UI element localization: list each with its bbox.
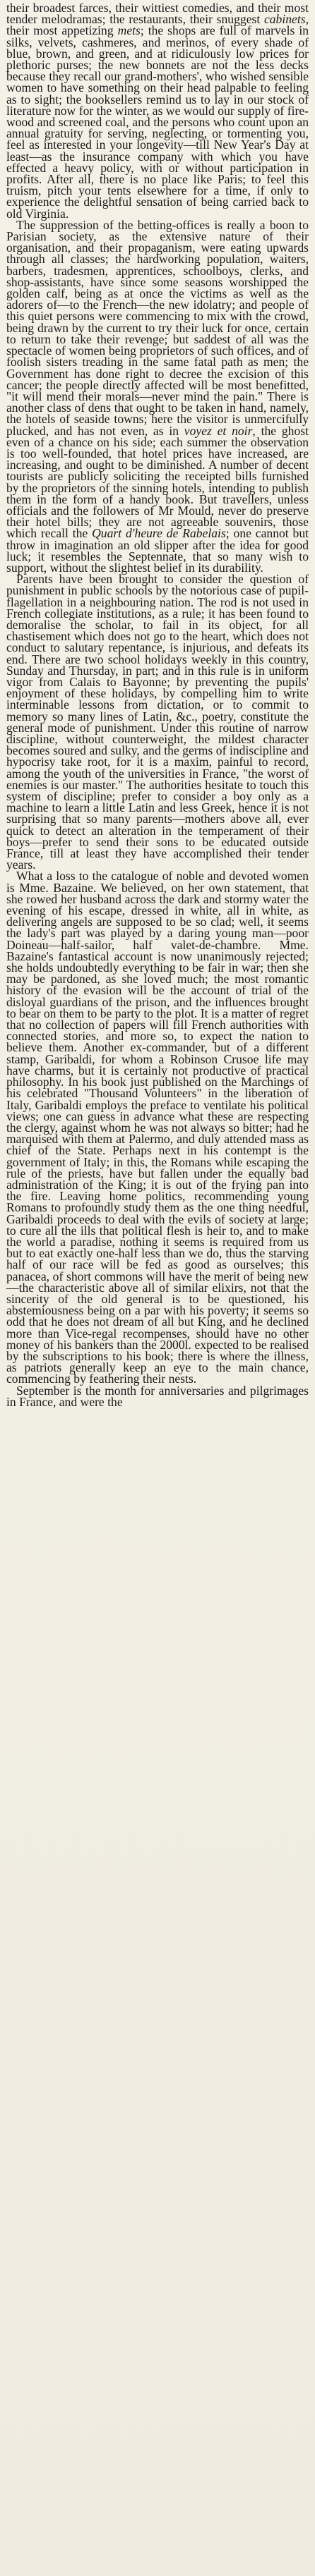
- article-body: [6, 2, 309, 1408]
- article-paragraph: [6, 870, 309, 1384]
- italic-text-run: cabinets: [263, 12, 306, 27]
- text-run: , their most appetizing: [6, 12, 309, 38]
- text-run: The suppression of the betting-offices is really a boon to Parisian society, as the extensive nature of their organisation, and their propaganism, were eating upwards through all classes; the hardworking population, waiters, barbers, tradesmen, apprentices, schoolboys, clerks, and shop-assistants, have since some seasons worshipped the golden calf, being as at once the victims as well as the adorers of—to the French—the new idolatry; and people of this quiet persons were commencing to mix with the crowd, being drawn by the current to try their luck for once, certain to return to take their revenge; but saddest of all was the spectacle of women being proprietors of such offices, and of foolish sisters treading in the same fatal path as men; the Government has done right to decree the excision of this cancer; the people directly affected will be most benefitted, "it will mend their morals—never mind the pain." There is another class of dens that ought to be taken in hand, namely, the hotels of seaside towns; here the visitor is unmercifully plucked, and has not even, as in: [6, 217, 309, 438]
- italic-text-run: Quart d'heure de Rabelais: [92, 526, 226, 541]
- article-paragraph: [6, 573, 309, 870]
- text-run: What a loss to the catalogue of noble and devoted women is Mme. Bazaine. We believed, on her own statement, that she rowed her husband across the dark and stormy water the evening of his escape, dressed in white, all in white, as delivering angels are supposed to be so clad; well, it seems the lady's part was played by a daring young man—poor Doineau—half-sailor, half valet-de-chambre. Mme. Bazaine's fantastical account is now unanimously rejected; she holds undoubtedly everything to be fair in war; then she may be pardoned, as she loved much; the most romantic history of the evasion will be the account of trial of the disloyal guardians of the prison, and the influences brought to bear on them to be party to the plot. It is a matter of regret that no collection of papers will fill French authorities with connected stories, and more so, to expect the nation to believe them. Another ex-commander, but of a different stamp, Garibaldi, for whom a Robinson Crusoe life may have charms, but it is certainly not productive of practical philosophy. In his book just published on the Marchings of his celebrated "Thousand Volunteers" in the liberation of Italy, Garibaldi employs the preface to ventilate his political views; one can guess in advance what these are respecting the clergy, against whom he was not always so bitter; had he marquised with them at Palermo, and duly attended mass as chief of the State. Perhaps next in his contempt is the government of Italy; in this, the Romans while escaping the rule of the priests, have but fallen under the equally bad administration of the King; it is out of the frying pan into the fire. Leaving home politics, recommending young Romans to profoundly study them as the one thing needful, Garibaldi proceeds to deal with the evils of society at large; to cure all the ills that political flesh is heir to, and to make the world a paradise, nothing it seems is required from us but to eat exactly one-half less than we do, thus the starving half of our race will be fed as good as ourselves; this panacea, of short commons will have the merit of being new—the characteristic above all of similar elixirs, not that the sincerity of the old general is to be questioned, his abstemiousness being on a par with his poverty; it seems so odd that he does not dream of all but King, and he declined more than Vice-regal recompenses, should have no other money of his bankers than the 2000l. expected to be realised by the subscriptions to his book; there is where the illness, as patriots generally keep an eye to the main chance, commencing by feathering their nests.: [6, 869, 309, 1386]
- text-run: September is the month for anniversaries and pilgrimages in France, and were the: [6, 1383, 309, 1409]
- text-run: , the ghost even of a chance on his side; each summer the observation is too well-founded, that hotel prices have increased, are increasing, and ought to be diminished. A number of decent tourists are publicly soliciting the receipted bills furnished by the proprietors of the sinning hotels, intending to publish them in the form of a handy book. But travellers, unless officials and the followers of Mr Mould, never do preserve their hotel bills; they are not agreeable souvenirs, those which recall the: [6, 423, 309, 541]
- article-paragraph: [6, 219, 309, 573]
- text-run: ; one cannot but throw in imagination an old slipper after the idea for good luck; it resembles the Septennate, that so many wish to support, without the slightest belief in its durability.: [6, 526, 309, 575]
- italic-text-run: voyez et noir: [184, 423, 253, 438]
- text-run: their broadest farces, their wittiest comedies, and their most tender melodramas; the restaurants, their snuggest: [6, 1, 309, 27]
- italic-text-run: mets: [117, 23, 141, 38]
- text-run: Parents have been brought to consider the question of punishment in public schools by the notorious case of pupil-flagellation in a neighbouring nation. The rod is not used in French collegiate institutions, as a rule; it has been found to demoralise the scholar, to fail in its object, for all chastisement which does not go to the heart, which does not conduct to salutary repentance, is injurious, and defeats its end. There are two school holidays weekly in this country, Sunday and Thursday, in part; and in this rule is in uniform vigor from Calais to Bayonne; by preventing the pupils' enjoyment of these holidays, by compelling him to write interminable lessons from dictation, or to commit to memory so many lines of Latin, &c., poetry, constitute the general mode of punishment. Under this routine of narrow discipline, without counterweight, the mildest character becomes soured and sulky, and the germs of indiscipline and hypocrisy take root, for it is a maxim, painful to record, among the youth of the universities in France, "the worst of enemies is our master." The authorities hesitate to touch this system of discipline; prefer to consider a boy only as a machine to learn a little Latin and less Greek, hence it is not surprising that so many parents—mothers above all, ever quick to detect an alteration in the temperament of their boys—prefer to send their sons to be educated outside France, till at least they have accomplished their tender years.: [6, 572, 309, 872]
- article-paragraph: [6, 1385, 309, 1408]
- article-paragraph: [6, 2, 309, 219]
- text-run: ; the shops are full of marvels in silks, velvets, cashmeres, and merinos, of every shade of blue, brown, and green, and at ridiculously low prices for plethoric purses; the new bonnets are not the less decks because they recall our grand-mothers', who wished sensible women to have something on their head palpable to feeling as to sight; the booksellers remind us to lay in our stock of literature now for the winter, as we would our supply of fire-wood and screened coal, and the persons who count upon an annual gratuity for serving, neglecting, or tormenting you, feel as interested in your longevity—till New Year's Day at least—as the insurance company with which you have effected a heavy policy, with or without participation in profits. After all, there is no place like Paris; to feel this truism, pitch your tents elsewhere for a time, if only to experience the delightful sensation of being carried back to old Virginia.: [6, 23, 309, 221]
